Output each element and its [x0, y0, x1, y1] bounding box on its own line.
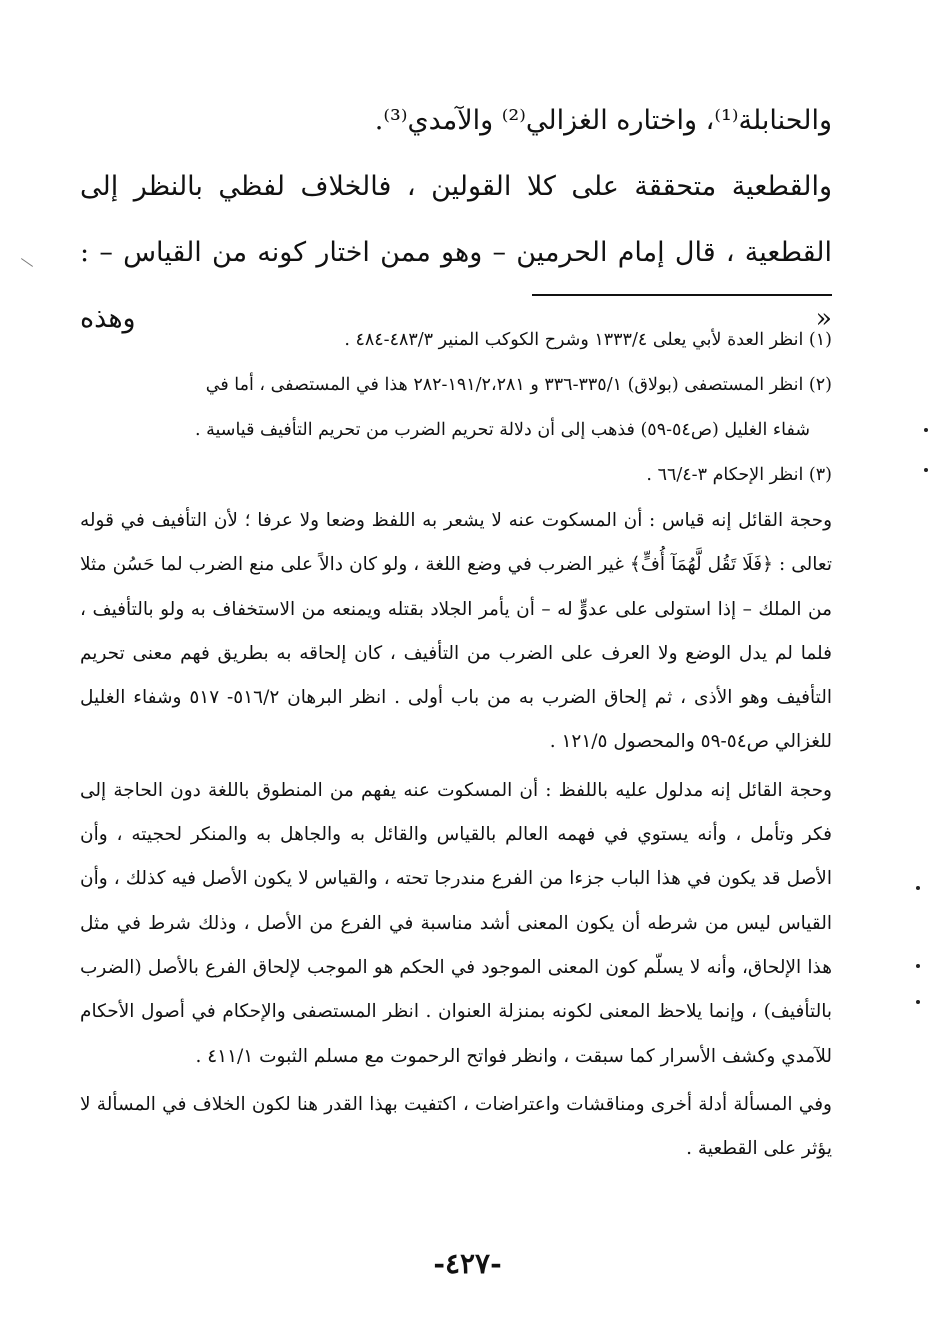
main-text — [80, 88, 832, 352]
main-line-1: والحنابلة⁽¹⁾، واختاره الغزالي⁽²⁾ والآمدي⁽³⁾. — [374, 105, 832, 136]
footnote-2: (٢) انظر المستصفى (بولاق) ٣٣٥/١-٣٣٦ و ١٩١/٢،٢٨١-٢٨٢ هذا في المستصفى ، أما في — [205, 375, 832, 395]
footnote-2-continuation: شفاء الغليل (ص٥٤-٥٩) فذهب إلى أن دلالة تحريم الضرب من تحريم التأفيف قياسية . — [195, 420, 810, 440]
scan-speck — [916, 886, 920, 890]
footnotes — [80, 318, 832, 498]
footnote-separator — [532, 294, 832, 296]
scan-speck — [924, 468, 928, 472]
commentary-paragraph-2: وحجة القائل إنه مدلول عليه باللفظ : أن المسكوت عنه يفهم من المنطوق باللغة دون الحاجة إلى فكر وتأمل ، وأنه يستوي في فهمه العالم بالقياس والقائل به والجاهل به والمنكر لحجيته ، وأن الأصل قد يكون في هذا الباب جزءا من الفرع مندرجا تحته ، والقياس لا يكون الأصل فيه كذلك ، وأن القياس ليس من شرطه أن يكون المعنى أشد مناسبة في الفرع من الأصل ، وذلك شرط في مثل هذا الإلحاق، وأنه لا يسلّم كون المعنى الموجود في الحكم هو الموجب لإلحاق الفرع بالأصل (الضرب بالتأفيف) ، وإنما يلاحظ المعنى لكونه بمنزلة العنوان . انظر المستصفى والإحكام في أصول الأحكام للآمدي وكشف الأسرار كما سبقت ، وانظر فواتح الرحموت مع مسلم الثبوت ٤١١/١ . — [80, 779, 832, 1067]
commentary-paragraph-3: وفي المسألة أدلة أخرى ومناقشات واعتراضات ، اكتفيت بهذا القدر هنا لكون الخلاف في المسألة لا يؤثر على القطعية . — [80, 1093, 832, 1160]
main-line-3: القطعية ، قال إمام الحرمين – وهو ممن اختار كونه من القياس – : « وهذه — [80, 237, 832, 334]
scan-speck — [916, 964, 920, 968]
commentary-text — [80, 499, 832, 1175]
page-number: -٤٢٧- — [433, 1247, 502, 1280]
main-line-2: والقطعية متحققة على كلا القولين ، فالخلاف لفظي بالنظر إلى — [80, 171, 832, 202]
footnote-1: (١) انظر العدة لأبي يعلى ١٣٣٣/٤ وشرح الكوكب المنير ٤٨٣/٣-٤٨٤ . — [344, 330, 832, 350]
footnote-3: (٣) انظر الإحكام ٣-٦٦/٤ . — [646, 465, 832, 485]
commentary-paragraph-1: وحجة القائل إنه قياس : أن المسكوت عنه لا يشعر به اللفظ وضعا ولا عرفا ؛ لأن التأفيف في قوله تعالى : ﴿فَلَا تَقُل لَّهُمَآ أُفٍّ﴾ غير الضرب في وضع اللغة ، ولو كان دالاً على منع الضرب لما حَسُن مثلا من الملك – إذا استولى على عدوٍّ له – أن يأمر الجلاد بقتله ويمنعه من الاستخفاف به ولو بالتأفيف ، فلما لم يدل الوضع ولا العرف على الضرب من التأفيف ، كان إلحاقه به بطريق فهم معنى تحريم التأفيف وهو الأذى ، ثم إلحاق الضرب به من باب أولى . انظر البرهان ٥١٦/٢- ٥١٧ وشفاء الغليل للغزالي ص٥٤-٥٩ والمحصول ١٢١/٥ . — [80, 510, 832, 753]
scan-mark — [21, 258, 33, 267]
scan-speck — [916, 1000, 920, 1004]
scan-speck — [924, 428, 928, 432]
